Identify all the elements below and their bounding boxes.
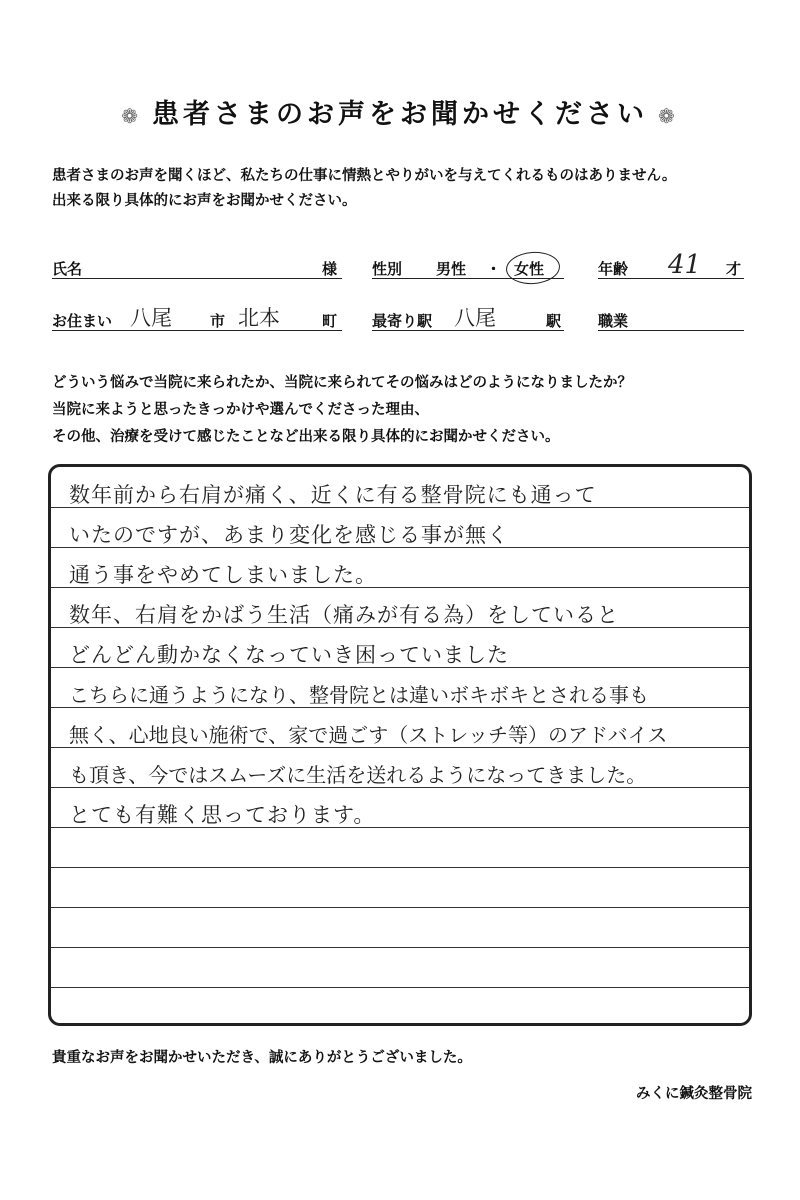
address-label: お住まい (52, 312, 113, 330)
ruled-line (51, 987, 749, 988)
job-label: 職業 (598, 312, 629, 330)
handwritten-line: も頂き、今ではスムーズに生活を送れるようになってきました。 (69, 763, 647, 787)
name-label: 氏名 (52, 260, 83, 278)
name-field[interactable] (52, 278, 342, 279)
address-underline (52, 330, 342, 331)
gender-label: 性別 (372, 260, 403, 278)
gender-male[interactable]: 男性 (436, 260, 467, 278)
handwritten-line: 通う事をやめてしまいました。 (69, 563, 377, 587)
handwritten-line: とても有難く思っております。 (69, 803, 376, 827)
age-underline (598, 278, 744, 279)
question-line: 当院に来ようと思ったきっかけや選んでくださった理由、 (52, 402, 429, 418)
selection-circle (505, 250, 561, 286)
title-text: 患者さまのお声をお聞かせください (152, 99, 648, 130)
gender-female[interactable]: 女性 (514, 260, 545, 278)
station-suffix: 駅 (546, 312, 562, 330)
handwritten-line: こちらに通うようになり、整骨院とは違いボキボキとされる事も (69, 683, 649, 707)
flower-icon: ❁ (658, 103, 679, 128)
job-field[interactable] (598, 330, 744, 331)
gender-underline (372, 278, 564, 279)
handwritten-line: どんどん動かなくなっていき困っていました (69, 643, 509, 667)
question-text (52, 370, 632, 451)
thanks-text: 貴重なお声をお聞かせいただき、誠にありがとうございました。 (52, 1050, 472, 1066)
station-value[interactable]: 八尾 (454, 306, 496, 330)
station-label: 最寄り駅 (372, 312, 433, 330)
age-label: 年齢 (598, 260, 629, 278)
address-town-suffix: 町 (322, 312, 338, 330)
answer-box[interactable] (48, 464, 752, 1026)
question-line: どういう悩みで当院に来られたか、当院に来られてその悩みはどのようになりましたか？ (52, 375, 632, 391)
age-value[interactable]: 41 (668, 250, 702, 280)
page-title (0, 92, 800, 131)
handwritten-line: いたのですが、あまり変化を感じる事が無く (69, 523, 509, 547)
gender-separator: ・ (486, 260, 502, 278)
name-suffix: 様 (322, 260, 338, 278)
intro-line: 患者さまのお声を聞くほど、私たちの仕事に情熱とやりがいを与えてくれるものはありません。 (52, 168, 677, 184)
station-underline (372, 330, 564, 331)
address-city-suffix: 市 (210, 312, 226, 330)
intro-line: 出来る限り具体的にお声をお聞かせください。 (52, 193, 357, 209)
address-town-value[interactable]: 北本 (238, 306, 280, 330)
intro-text (52, 164, 676, 214)
handwritten-line: 数年前から右肩が痛く、近くに有る整骨院にも通って (69, 483, 597, 507)
handwritten-line: 無く、心地良い施術で、家で過ごす（ストレッチ等）のアドバイス (69, 723, 668, 747)
ruled-line (51, 867, 749, 868)
clinic-name: みくに鍼灸整骨院 (636, 1086, 752, 1102)
address-city-value[interactable]: 八尾 (130, 306, 172, 330)
question-line: その他、治療を受けて感じたことなど出来る限り具体的にお聞かせください。 (52, 429, 560, 445)
ruled-line (51, 947, 749, 948)
ruled-line (51, 907, 749, 908)
handwritten-line: 数年、右肩をかばう生活（痛みが有る為）をしていると (69, 603, 619, 627)
age-suffix: 才 (726, 260, 742, 278)
flower-icon: ❁ (121, 103, 142, 128)
